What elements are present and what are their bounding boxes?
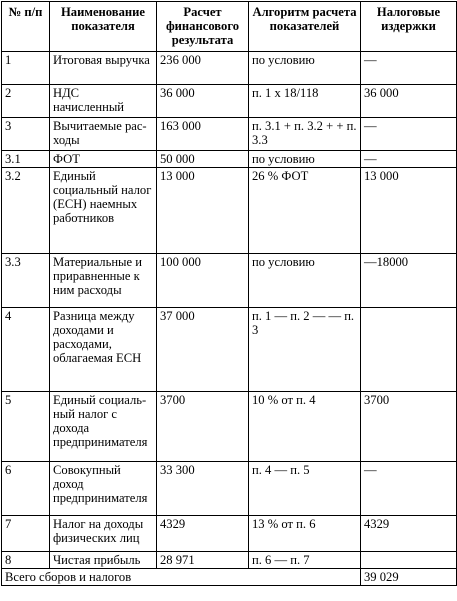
total-value: 39 029 (361, 569, 457, 586)
row-number: 6 (2, 462, 50, 516)
row-tax: 3700 (361, 392, 457, 462)
row-name: Единый социальный налог с дохода предпринимателя (50, 392, 157, 462)
row-name: Совокупный доход предпринимателя (50, 462, 157, 516)
row-tax: 4329 (361, 516, 457, 552)
table-row (2, 52, 457, 85)
row-number: 3 (2, 118, 50, 151)
header-row (2, 2, 457, 52)
row-tax (361, 552, 457, 569)
row-algorithm: п. 6 — п. 7 (249, 552, 361, 569)
table-row (2, 308, 457, 392)
row-algorithm: по условию (249, 254, 361, 308)
table-row (2, 552, 457, 569)
row-algorithm: 13 % от п. 6 (249, 516, 361, 552)
row-tax: 36 000 (361, 85, 457, 118)
row-name: Налог на доходы физических лиц (50, 516, 157, 552)
row-algorithm: 26 % ФОТ (249, 168, 361, 254)
header-financial-calc: Расчет финансового результата (157, 2, 249, 52)
header-tax-costs: Налоговые издержки (361, 2, 457, 52)
row-tax: 13 000 (361, 168, 457, 254)
row-algorithm: по условию (249, 52, 361, 85)
row-calc: 37 000 (157, 308, 249, 392)
total-label: Всего сборов и налогов (2, 569, 361, 586)
row-calc: 3700 (157, 392, 249, 462)
row-tax: — (361, 462, 457, 516)
row-number: 3.3 (2, 254, 50, 308)
row-name: Материальные и приравненные к ним расходы (50, 254, 157, 308)
row-number: 3.1 (2, 151, 50, 168)
total-row (2, 569, 457, 586)
row-algorithm: 10 % от п. 4 (249, 392, 361, 462)
header-algorithm: Алгоритм расчета показателей (249, 2, 361, 52)
header-indicator-name: Наименование показателя (50, 2, 157, 52)
table-row (2, 118, 457, 151)
tax-calculation-table (1, 1, 457, 586)
row-algorithm: п. 1 х 18/118 (249, 85, 361, 118)
table-row (2, 254, 457, 308)
row-number: 7 (2, 516, 50, 552)
row-algorithm: п. 4 — п. 5 (249, 462, 361, 516)
row-calc: 33 300 (157, 462, 249, 516)
row-name: Разница между доходами и расходами, облагаемая ЕСН (50, 308, 157, 392)
row-calc: 163 000 (157, 118, 249, 151)
row-number: 1 (2, 52, 50, 85)
row-calc: 100 000 (157, 254, 249, 308)
row-name: ФОТ (50, 151, 157, 168)
table-row (2, 168, 457, 254)
row-tax: — (361, 118, 457, 151)
table-row (2, 85, 457, 118)
row-tax: — (361, 52, 457, 85)
row-calc: 36 000 (157, 85, 249, 118)
row-name: Чистая прибыль (50, 552, 157, 569)
row-name: НДС начисленный (50, 85, 157, 118)
row-name: Единый социальный налог (ЕСН) наемных работников (50, 168, 157, 254)
table-row (2, 151, 457, 168)
header-number: № п/п (2, 2, 50, 52)
row-calc: 236 000 (157, 52, 249, 85)
row-name: Вычитаемые расходы (50, 118, 157, 151)
row-name: Итоговая выручка (50, 52, 157, 85)
row-calc: 13 000 (157, 168, 249, 254)
row-tax: — (361, 151, 457, 168)
row-tax (361, 308, 457, 392)
row-number: 4 (2, 308, 50, 392)
row-algorithm: п. 1 — п. 2 — — п. 3 (249, 308, 361, 392)
row-calc: 28 971 (157, 552, 249, 569)
row-tax: —18000 (361, 254, 457, 308)
row-algorithm: п. 3.1 + п. 3.2 + + п. 3.3 (249, 118, 361, 151)
row-calc: 4329 (157, 516, 249, 552)
row-number: 2 (2, 85, 50, 118)
row-number: 5 (2, 392, 50, 462)
row-calc: 50 000 (157, 151, 249, 168)
table-row (2, 392, 457, 462)
row-algorithm: по условию (249, 151, 361, 168)
table-row (2, 462, 457, 516)
table-row (2, 516, 457, 552)
row-number: 3.2 (2, 168, 50, 254)
row-number: 8 (2, 552, 50, 569)
